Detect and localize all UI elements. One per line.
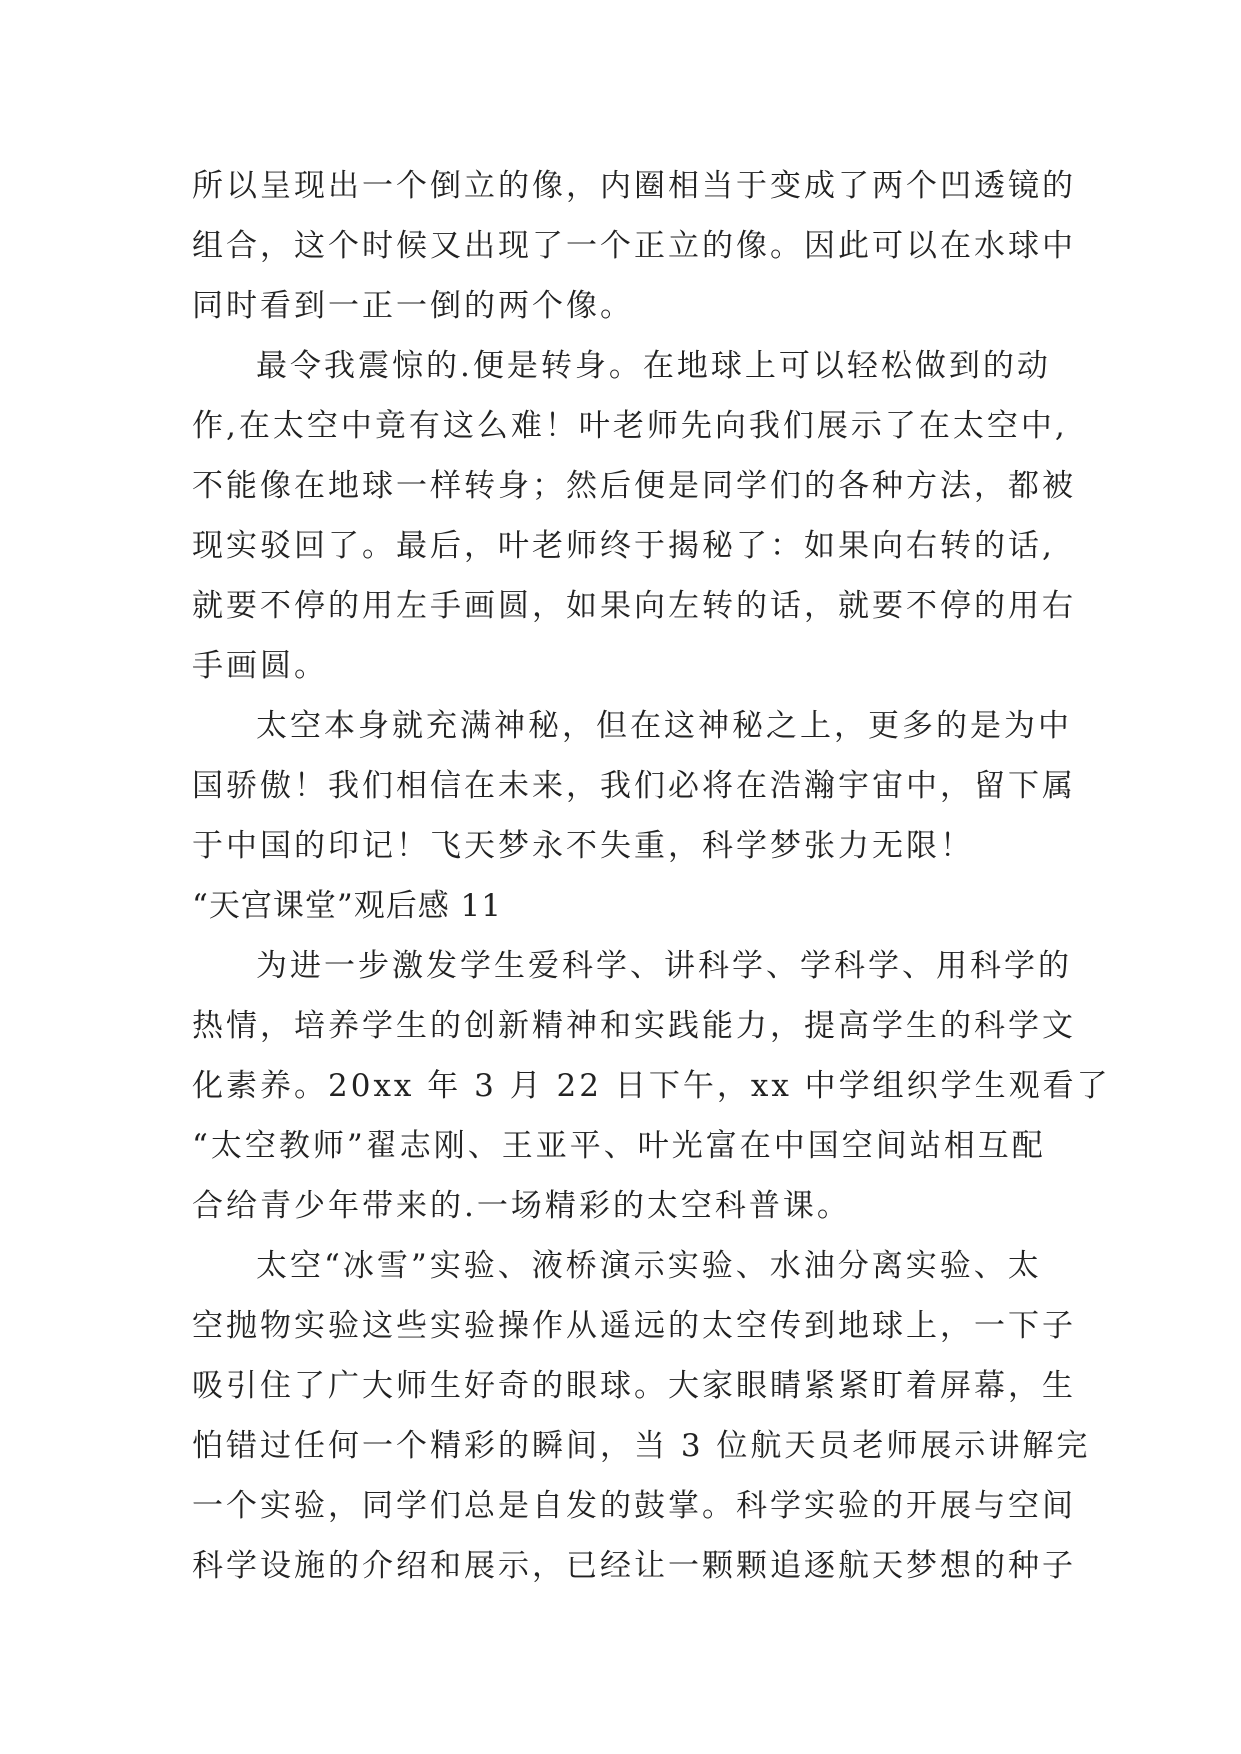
document-body — [192, 156, 1111, 1596]
text-line: 同时看到一正一倒的两个像。 — [192, 288, 634, 324]
text-line: 空抛物实验这些实验操作从遥远的太空传到地球上，一下子 — [192, 1308, 1076, 1344]
text-line: 吸引住了广大师生好奇的眼球。大家眼睛紧紧盯着屏幕，生 — [192, 1368, 1076, 1404]
text-line: 于中国的印记！飞天梦永不失重，科学梦张力无限！ — [192, 828, 974, 864]
paragraph-first-line: 为进一步激发学生爱科学、讲科学、学科学、用科学的 — [256, 948, 1072, 984]
paragraph-first-line: 太空本身就充满神秘，但在这神秘之上，更多的是为中 — [256, 708, 1072, 744]
text-line: 手画圆。 — [192, 648, 328, 684]
text-line: 现实驳回了。最后，叶老师终于揭秘了：如果向右转的话, — [192, 528, 1055, 564]
text-line: 一个实验，同学们总是自发的鼓掌。科学实验的开展与空间 — [192, 1488, 1076, 1524]
text-line: 所以呈现出一个倒立的像，内圈相当于变成了两个凹透镜的 — [192, 168, 1076, 204]
text-line: 怕错过任何一个精彩的瞬间，当 3 位航天员老师展示讲解完 — [192, 1428, 1091, 1464]
paragraph-first-line: 最令我震惊的.便是转身。在地球上可以轻松做到的动 — [256, 348, 1051, 384]
text-line: 就要不停的用左手画圆，如果向左转的话，就要不停的用右 — [192, 588, 1076, 624]
text-line: 热情，培养学生的创新精神和实践能力，提高学生的科学文 — [192, 1008, 1076, 1044]
text-line: 科学设施的介绍和展示，已经让一颗颗追逐航天梦想的种子 — [192, 1548, 1076, 1584]
text-line: 作,在太空中竟有这么难！叶老师先向我们展示了在太空中, — [192, 408, 1068, 444]
text-line: 不能像在地球一样转身；然后便是同学们的各种方法，都被 — [192, 468, 1076, 504]
text-line: “太空教师”翟志刚、王亚平、叶光富在中国空间站相互配 — [192, 1128, 1046, 1164]
paragraph-first-line: 太空“冰雪”实验、液桥演示实验、水油分离实验、太 — [256, 1248, 1042, 1284]
text-line: 国骄傲！我们相信在未来，我们必将在浩瀚宇宙中，留下属 — [192, 768, 1076, 804]
text-line: 合给青少年带来的.一场精彩的太空科普课。 — [192, 1188, 851, 1224]
text-line: 组合，这个时候又出现了一个正立的像。因此可以在水球中 — [192, 228, 1076, 264]
text-line: 化素养。20xx 年 3 月 22 日下午，xx 中学组织学生观看了 — [192, 1068, 1111, 1104]
section-title: “天宫课堂”观后感 11 — [192, 888, 502, 924]
